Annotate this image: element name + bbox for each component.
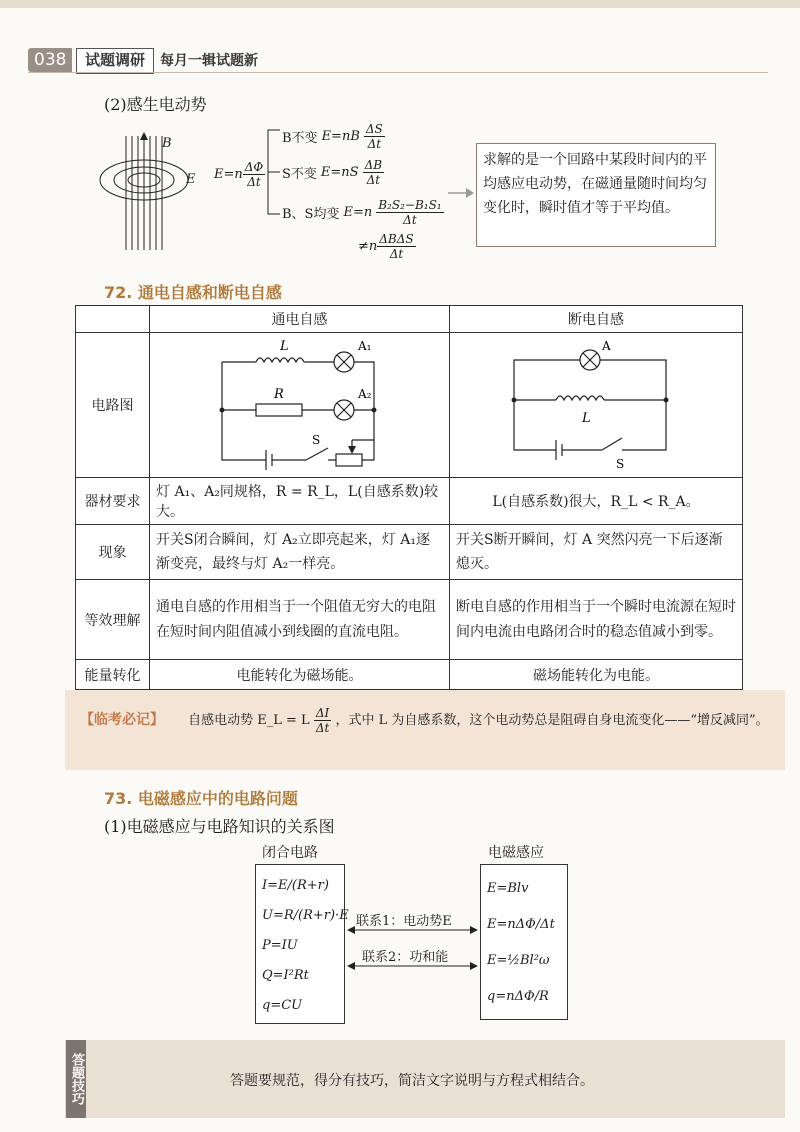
arrow-right-icon	[446, 186, 476, 200]
table-row	[76, 333, 743, 478]
table-header-cell	[76, 306, 150, 333]
row-right-cell: L(自感系数)很大，R_L < R_A。	[450, 478, 743, 525]
case-den: Δt	[403, 213, 417, 227]
label-B: B	[162, 136, 172, 151]
case-lhs: E=nS	[320, 165, 359, 180]
formula-item: P=IU	[262, 938, 298, 953]
exam-note-frac	[314, 706, 332, 735]
circuit-cell-left	[150, 333, 450, 478]
header-subtitle: 每月一辑试题新	[160, 53, 258, 69]
case-den: Δt	[366, 173, 381, 187]
formula-item: q=CU	[262, 998, 303, 1013]
table-row	[76, 525, 743, 580]
case-cond: B不变	[282, 131, 318, 146]
tips-side-tag: 答题技巧	[66, 1040, 86, 1118]
case-s-constant	[282, 158, 384, 187]
case-num: ΔB	[364, 158, 383, 172]
row-left-cell: 灯 A₁、A₂同规格，R = R_L，L(自感系数)较大。	[150, 478, 450, 525]
case-lhs: E=nB	[321, 129, 360, 144]
tips-text: 答题要规范，得分有技巧，简洁文字说明与方程式相结合。	[230, 1073, 594, 1089]
circuit-cell-right	[450, 333, 743, 478]
circuit-label-A2: A₂	[358, 387, 372, 401]
table-row	[76, 478, 743, 525]
formula-item: E=½Bl²ω	[487, 953, 550, 968]
section-title: 试题调研	[76, 48, 154, 74]
circuit-label-R: R	[274, 387, 284, 402]
row-right-cell: 开关S断开瞬间，灯 A 突然闪亮一下后逐渐熄灭。	[450, 525, 743, 580]
exam-note-text-a: 自感电动势 E_L = L	[188, 713, 310, 728]
page-number: 038	[28, 48, 72, 72]
case-frac	[376, 198, 443, 227]
circuit-label-L: L	[280, 339, 289, 354]
case-den: Δt	[367, 137, 382, 151]
main-formula-num: ΔΦ	[244, 160, 264, 174]
formula-item: E=nΔΦ/Δt	[487, 917, 555, 932]
table-row	[76, 660, 743, 690]
case-cond: B、S均变	[282, 207, 340, 222]
neq-lhs: ≠n	[358, 239, 378, 254]
main-formula-den: Δt	[247, 175, 261, 189]
case-num: B₂S₂−B₁S₁	[378, 198, 442, 212]
circuit-label-L: L	[582, 411, 591, 426]
formula-item: I=E/(R+r)	[262, 878, 329, 893]
neq-num: ΔBΔS	[379, 232, 414, 246]
label-E: E	[186, 172, 196, 187]
table-header-cell: 断电自感	[450, 306, 743, 333]
circuit-problems-heading: 73. 电磁感应中的电路问题	[104, 789, 298, 808]
induced-emf-heading: (2)感生电动势	[104, 95, 207, 114]
main-formula	[214, 160, 265, 189]
exam-note	[80, 705, 770, 736]
formula-item: U=R/(R+r)·E	[262, 908, 349, 923]
case-frac	[364, 122, 385, 151]
circuit-label-A1: A₁	[358, 339, 372, 353]
formula-item: q=nΔΦ/R	[487, 989, 549, 1004]
exam-note-tag: 【临考必记】	[80, 712, 164, 728]
table-header-row	[76, 306, 743, 333]
formula-item: E=Blv	[487, 881, 529, 896]
exam-note-text-b: ，式中 L 为自感系数，这个电动势总是阻碍自身电流变化——“增反减同”。	[335, 713, 769, 728]
closed-circuit-box	[255, 864, 349, 1024]
closed-circuit-title: 闭合电路	[262, 845, 318, 861]
circuit-label-A: A	[602, 339, 611, 353]
row-left-cell: 开关S闭合瞬间，灯 A₂立即亮起来，灯 A₁逐渐变亮，最终与灯 A₂一样亮。	[150, 525, 450, 580]
self-induction-table	[75, 305, 743, 690]
circuit-label-S: S	[616, 457, 625, 470]
neq-frac	[377, 232, 415, 261]
circuit-label-S: S	[312, 433, 321, 447]
self-induction-heading: 72. 通电自感和断电自感	[104, 283, 282, 302]
case-lhs: E=n	[343, 205, 373, 220]
circuit-deenergize-diagram	[456, 336, 736, 470]
case-frac	[363, 158, 384, 187]
case-b-constant	[282, 122, 385, 151]
row-label: 等效理解	[76, 580, 150, 660]
magnetic-field-diagram	[98, 132, 210, 256]
circuit-energize-diagram	[156, 336, 436, 470]
induced-emf-note: 求解的是一个回路中某段时间内的平均感应电动势，在磁通量随时间均匀变化时，瞬时值才等于平均值。	[476, 143, 716, 247]
link-2-label: 联系2：功和能	[362, 950, 449, 965]
table-row	[76, 580, 743, 660]
row-left-cell: 通电自感的作用相当于一个阻值无穷大的电阻在短时间内阻值减小到线圈的直流电阻。	[150, 580, 450, 660]
formula-item: Q=I²Rt	[262, 968, 309, 983]
main-formula-lhs: E=n	[214, 167, 243, 182]
neq-den: Δt	[389, 247, 404, 261]
row-left-cell: 电能转化为磁场能。	[150, 660, 450, 690]
row-right-cell: 断电自感的作用相当于一个瞬时电流源在短时间内电流由电路闭合时的稳态值减小到零。	[450, 580, 743, 660]
row-right-cell: 磁场能转化为电能。	[450, 660, 743, 690]
table-header-cell: 通电自感	[150, 306, 450, 333]
exam-note-den: Δt	[315, 721, 330, 735]
link-1-label: 联系1：电动势E	[356, 914, 452, 929]
em-induction-title: 电磁感应	[488, 845, 544, 861]
circuit-problems-sub: (1)电磁感应与电路知识的关系图	[104, 817, 335, 836]
em-induction-box	[480, 864, 568, 1020]
header-band	[0, 0, 800, 8]
row-label: 电路图	[76, 333, 150, 478]
exam-note-num: ΔI	[315, 706, 330, 720]
case-num: ΔS	[365, 122, 383, 136]
case-both-vary	[282, 198, 444, 227]
row-label: 器材要求	[76, 478, 150, 525]
case-cond: S不变	[282, 167, 317, 182]
neq-formula	[358, 232, 416, 261]
row-label: 能量转化	[76, 660, 150, 690]
header-divider	[28, 72, 768, 73]
case-bracket	[262, 128, 282, 216]
row-label: 现象	[76, 525, 150, 580]
